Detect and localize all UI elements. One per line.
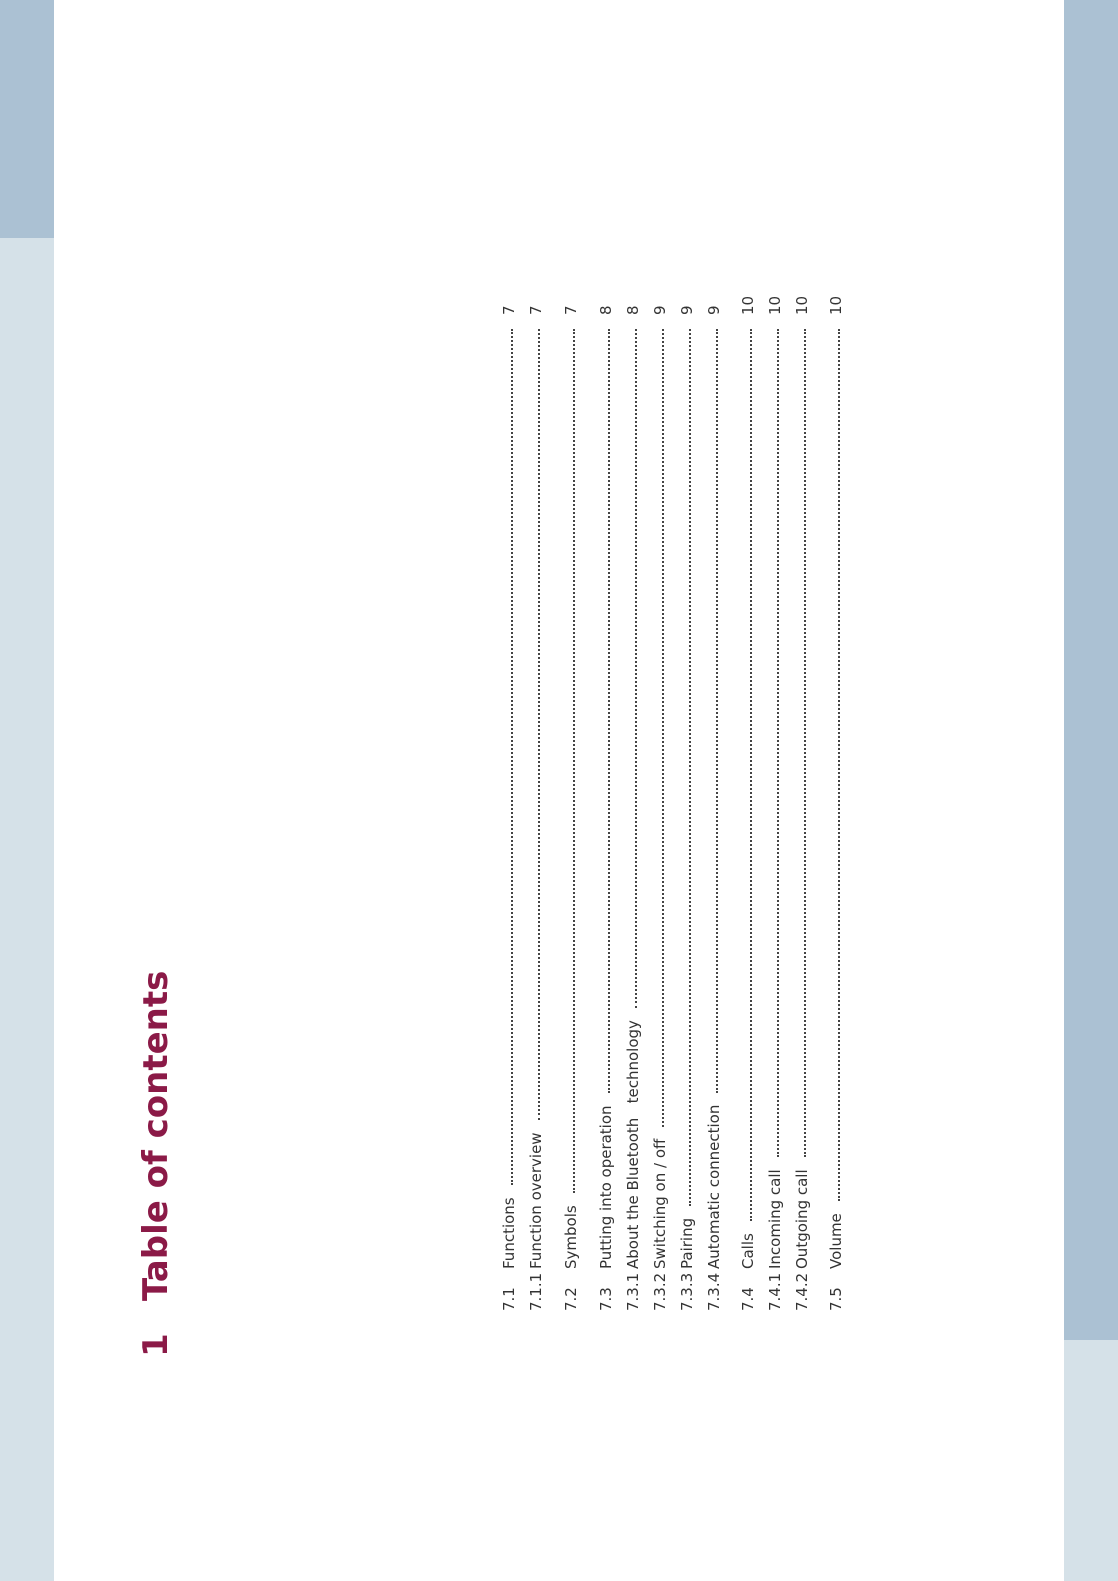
toc-entry[interactable] <box>525 291 547 1311</box>
toc-leader <box>608 329 610 1093</box>
toc-title: Automatic connection <box>705 1104 723 1269</box>
heading-title: Table of contents <box>136 970 176 1301</box>
toc-entry[interactable] <box>560 291 582 1311</box>
toc-leader <box>635 329 637 1008</box>
toc-number: 7.3 <box>597 1287 615 1311</box>
toc-title: Incoming call <box>766 1169 784 1269</box>
toc-page: 7 <box>500 305 518 315</box>
toc-title: Putting into operation <box>597 1105 615 1269</box>
toc-page: 8 <box>597 305 615 315</box>
toc-number: 7.3.4 <box>705 1272 723 1311</box>
page-heading <box>136 971 176 1357</box>
toc-entry[interactable] <box>649 291 671 1311</box>
toc-page: 7 <box>527 305 545 315</box>
toc-title: Volume <box>827 1213 845 1269</box>
toc-page: 10 <box>766 295 784 315</box>
toc-leader <box>750 329 752 1221</box>
toc-title: Pairing <box>678 1217 696 1269</box>
toc-page: 9 <box>651 305 669 315</box>
toc-page: 9 <box>705 305 723 315</box>
toc-leader <box>662 329 664 1127</box>
toc-entry[interactable] <box>737 291 759 1311</box>
toc-page: 10 <box>793 295 811 315</box>
toc-title: Function overview <box>527 1132 545 1269</box>
toc-entry[interactable] <box>791 291 813 1311</box>
toc-number: 7.1.1 <box>527 1272 545 1311</box>
toc-leader <box>838 329 840 1201</box>
toc-number: 7.2 <box>562 1287 580 1311</box>
toc-leader <box>689 329 691 1206</box>
toc-leader <box>573 329 575 1193</box>
toc-leader <box>538 329 540 1120</box>
toc-entry[interactable] <box>825 291 847 1311</box>
toc-page: 8 <box>624 305 642 315</box>
toc-entry[interactable] <box>498 291 520 1311</box>
toc-number: 7.4.2 <box>793 1272 811 1311</box>
toc-entry[interactable] <box>676 291 698 1311</box>
toc-title: Symbols <box>562 1205 580 1269</box>
toc-title: About the Bluetooth technology <box>624 1020 642 1269</box>
toc-number: 7.3.1 <box>624 1272 642 1311</box>
toc-entry[interactable] <box>703 291 725 1311</box>
toc-leader <box>511 329 513 1185</box>
toc-title: Switching on / off <box>651 1138 669 1269</box>
toc-number: 7.4.1 <box>766 1272 784 1311</box>
toc-page: 7 <box>562 305 580 315</box>
toc-entry[interactable] <box>764 291 786 1311</box>
toc-number: 7.5 <box>827 1287 845 1311</box>
toc-title: Functions <box>500 1197 518 1269</box>
toc-title: Outgoing call <box>793 1169 811 1269</box>
heading-number: 1 <box>136 1333 176 1357</box>
toc-entry[interactable] <box>622 291 644 1311</box>
toc-leader <box>804 329 806 1157</box>
toc-page: 9 <box>678 305 696 315</box>
toc-number: 7.1 <box>500 1287 518 1311</box>
toc-page: 10 <box>827 295 845 315</box>
toc-leader <box>716 329 718 1093</box>
toc-number: 7.3.2 <box>651 1272 669 1311</box>
toc-number: 7.4 <box>739 1287 757 1311</box>
toc-number: 7.3.3 <box>678 1272 696 1311</box>
toc-entry[interactable] <box>595 291 617 1311</box>
toc-leader <box>777 329 779 1157</box>
toc-title: Calls <box>739 1233 757 1269</box>
toc-page: 10 <box>739 295 757 315</box>
